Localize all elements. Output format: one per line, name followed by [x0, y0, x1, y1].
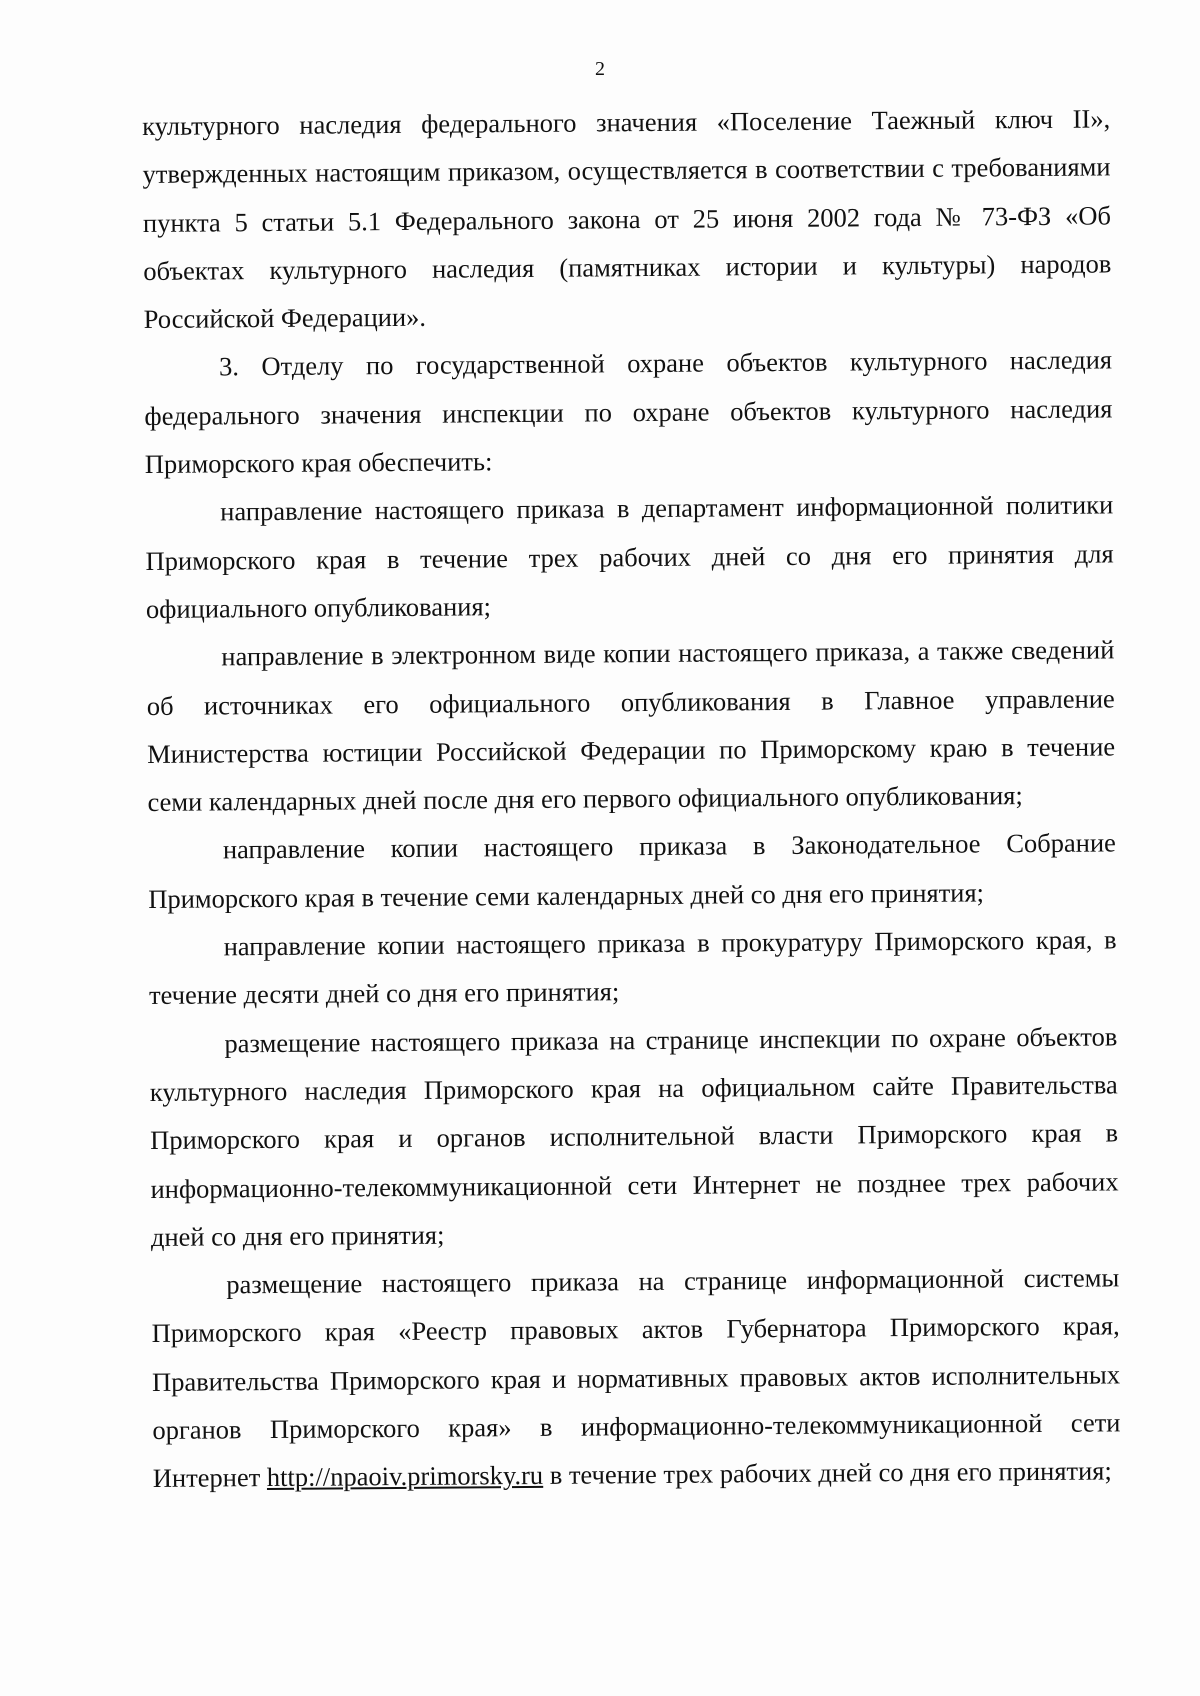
paragraph-official-site: размещение настоящего приказа на странице инспекции по охране объектов культурного наследия Приморского края на официальном сайте Правительства Приморского края и органов исполнительной власти Приморского края в информационно-телекоммуникационной сети Интернет не позднее трех рабочих дней со дня его принятия;	[149, 1021, 1119, 1252]
paragraph-registry	[151, 1253, 1121, 1502]
registry-text-after: в течение трех рабочих дней со дня его принятия;	[543, 1455, 1112, 1491]
paragraph-justice-ministry: направление в электронном виде копии настоящего приказа, а также сведений об источниках его официального опубликования в Главное управление Министерства юстиции Российской Федерации по Приморскому краю в течение семи календарных дней после дня его первого официального опубликования;	[146, 634, 1116, 818]
registry-text-before: размещение настоящего приказа на странице информационной системы Приморского края «Реестр правовых актов Губернатора Приморского края, Правительства Приморского края и нормативных правовых актов исполнительных органов Приморского края» в информационно-телекоммуникационной сети Интернет	[151, 1262, 1121, 1494]
document-body	[142, 94, 1121, 1502]
page-number: 2	[595, 58, 605, 80]
paragraph-item-3: 3. Отделу по государственной охране объектов культурного наследия федерального значения инспекции по охране объектов культурного наследия Приморского края обеспечить:	[144, 344, 1113, 480]
paragraph-prosecutor: направление копии настоящего приказа в прокуратуру Приморского края, в течение десяти дней со дня его принятия;	[148, 924, 1117, 1011]
paragraph-legislative-assembly: направление копии настоящего приказа в Законодательное Собрание Приморского края в течение семи календарных дней со дня его принятия;	[148, 827, 1116, 914]
paragraph-info-policy: направление настоящего приказа в департамент информационной политики Приморского края в течение трех рабочих дней со дня его принятия для официального опубликования;	[145, 489, 1114, 624]
paragraph-continuation: культурного наследия федерального значения «Поселение Таежный ключ II», утвержденных настоящим приказом, осуществляется в соответствии с требованиями пункта 5 статьи 5.1 Федерального закона от 25 июня 2002 года № 73-ФЗ «Об объектах культурного наследия (памятниках истории и культуры) народов Российской Федерации».	[142, 103, 1112, 335]
registry-link[interactable]: http://npaoiv.primorsky.ru	[266, 1460, 544, 1493]
